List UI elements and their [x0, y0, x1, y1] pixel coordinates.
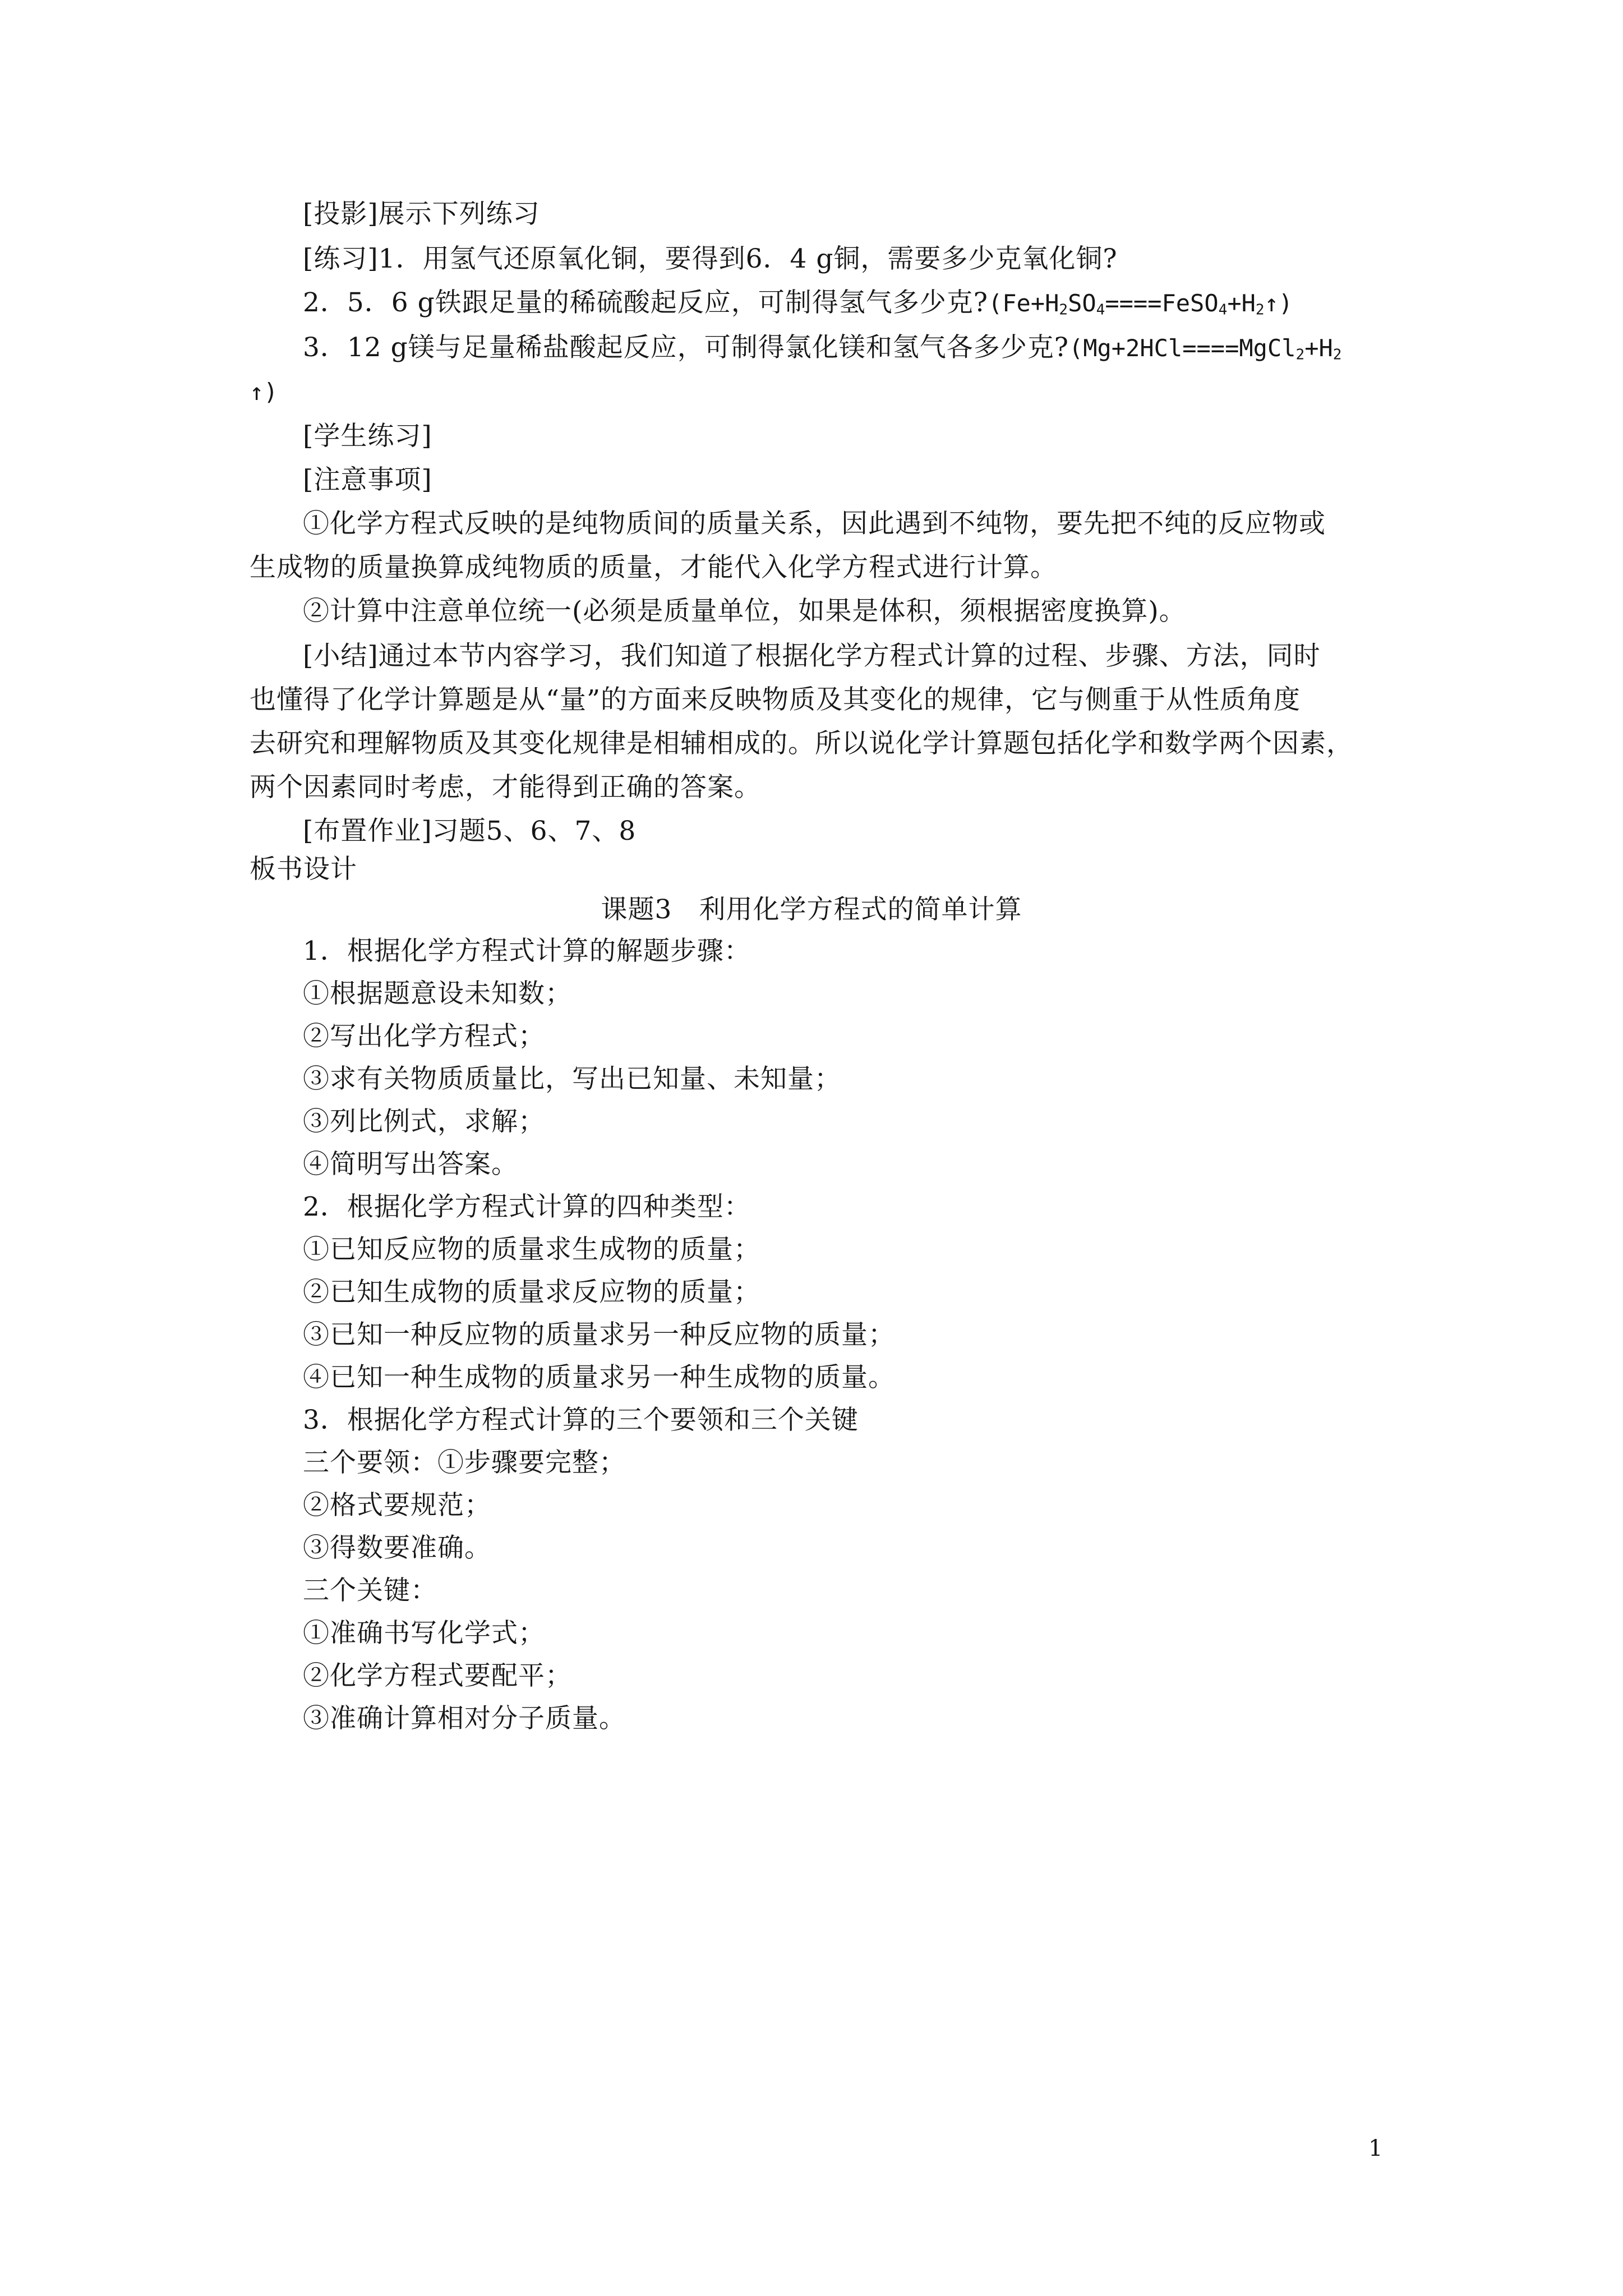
- note-1-line-1: ①化学方程式反映的是纯物质间的质量关系，因此遇到不纯物，要先把不纯的反应物或: [303, 508, 1326, 539]
- exercise-3-formula: ($Mg+2HCl====MgCl_2+H_2$: [1068, 334, 1342, 364]
- section-1-item: ④简明写出答案。: [303, 1149, 518, 1180]
- key-item: ①准确书写化学式；: [303, 1618, 545, 1649]
- section-1-heading: 1．根据化学方程式计算的解题步骤：: [303, 936, 751, 967]
- exercise-1: [练习]1．用氢气还原氧化铜，要得到6．4 g铜，需要多少克氧化铜?: [303, 243, 1118, 274]
- exercise-2: [303, 286, 1293, 320]
- essentials-label: 三个要领：: [303, 1447, 437, 1478]
- exercise-3: [303, 331, 1341, 365]
- section-2-heading: 2．根据化学方程式计算的四种类型：: [303, 1191, 751, 1222]
- essential-item: ②格式要规范；: [303, 1490, 491, 1521]
- exercise-2-text: 2．5．6 g铁跟足量的稀硫酸起反应，可制得氢气多少克?: [303, 287, 988, 318]
- student-practice: [学生练习]: [303, 421, 432, 452]
- section-1-item: ③列比例式，求解；: [303, 1106, 545, 1137]
- section-2-item: ①已知反应物的质量求生成物的质量；: [303, 1234, 760, 1265]
- keys-label: 三个关键：: [303, 1575, 437, 1606]
- section-1-item: ①根据题意设未知数；: [303, 978, 572, 1009]
- key-item: ③准确计算相对分子质量。: [303, 1703, 626, 1734]
- section-2-item: ③已知一种反应物的质量求另一种反应物的质量；: [303, 1319, 895, 1350]
- homework: [布置作业]习题5、6、7、8: [303, 816, 637, 846]
- page-number: 1: [1368, 2136, 1384, 2161]
- board-title: 课题3 利用化学方程式的简单计算: [601, 894, 1022, 925]
- section-1-item: ③求有关物质质量比，写出已知量、未知量；: [303, 1064, 841, 1094]
- summary-line-1: [小结]通过本节内容学习，我们知道了根据化学方程式计算的过程、步骤、方法，同时: [303, 641, 1321, 671]
- exercise-3-text: 3．12 g镁与足量稀盐酸起反应，可制得氯化镁和氢气各多少克?: [303, 332, 1069, 363]
- exercise-3-arrow: ↑): [250, 378, 278, 406]
- notes-heading: [注意事项]: [303, 464, 432, 495]
- section-2-item: ④已知一种生成物的质量求另一种生成物的质量。: [303, 1362, 895, 1393]
- section-2-item: ②已知生成物的质量求反应物的质量；: [303, 1277, 760, 1308]
- note-1-line-2: 生成物的质量换算成纯物质的质量，才能代入化学方程式进行计算。: [250, 552, 1057, 583]
- key-item: ②化学方程式要配平；: [303, 1660, 572, 1691]
- summary-line-4: 两个因素同时考虑，才能得到正确的答案。: [250, 772, 761, 803]
- note-2: ②计算中注意单位统一(必须是质量单位，如果是体积，须根据密度换算)。: [303, 596, 1186, 627]
- exercise-2-formula: $(Fe+H_2SO_4====FeSO_4+H_2↑)$: [988, 289, 1293, 319]
- section-3-essentials-line: [303, 1446, 626, 1480]
- board-design-label: 板书设计: [250, 854, 357, 885]
- projection-line: [投影]展示下列练习: [303, 199, 540, 229]
- section-1-item: ②写出化学方程式；: [303, 1021, 545, 1052]
- essential-item: ③得数要准确。: [303, 1533, 491, 1563]
- summary-line-3: 去研究和理解物质及其变化规律是相辅相成的。所以说化学计算题包括化学和数学两个因素，: [250, 728, 1353, 759]
- essential-item: ①步骤要完整；: [437, 1447, 626, 1478]
- summary-line-2: 也懂得了化学计算题是从“量”的方面来反映物质及其变化的规律，它与侧重于从性质角度: [250, 684, 1301, 715]
- section-3-heading: 3．根据化学方程式计算的三个要领和三个关键: [303, 1405, 859, 1435]
